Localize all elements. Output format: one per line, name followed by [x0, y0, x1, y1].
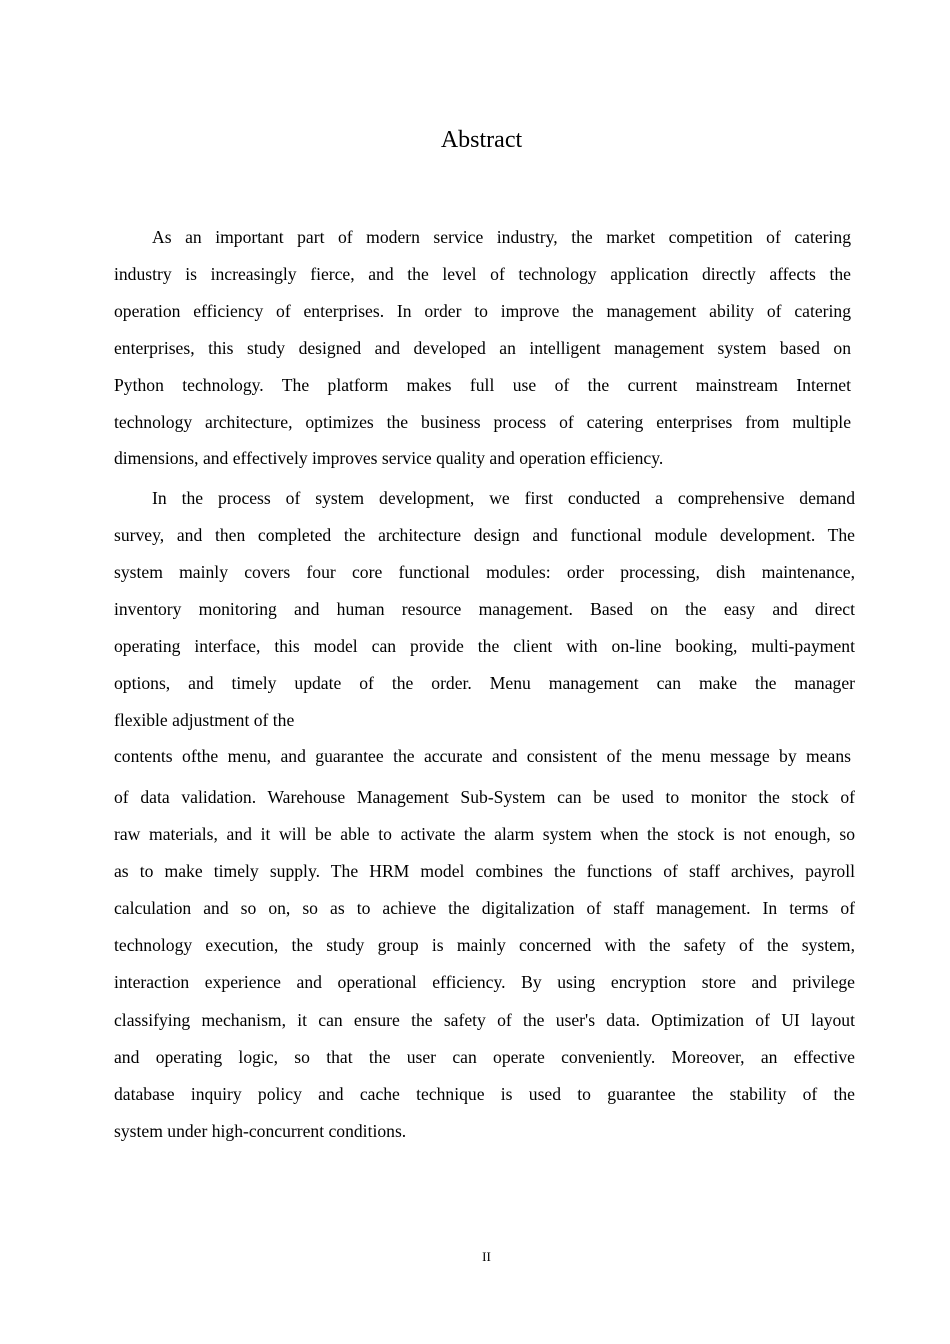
text-line: operating interface, this model can provide the client with on-line booking, multi-payment [114, 636, 855, 656]
text-line: dimensions, and effectively improves service quality and operation efficiency. [114, 448, 664, 468]
text-line: technology architecture, optimizes the business process of catering enterprises from multiple [114, 412, 851, 432]
text-line: and operating logic, so that the user can operate conveniently. Moreover, an effective [114, 1047, 855, 1067]
text-line: options, and timely update of the order. Menu management can make the manager [114, 673, 855, 693]
text-line: classifying mechanism, it can ensure the safety of the user's data. Optimization of UI layout [114, 1010, 855, 1030]
text-line: industry is increasingly fierce, and the level of technology application directly affects the [114, 264, 851, 284]
text-line: As an important part of modern service industry, the market competition of catering [152, 227, 851, 247]
text-line: survey, and then completed the architecture design and functional module development. The [114, 525, 855, 545]
text-line: system mainly covers four core functional modules: order processing, dish maintenance, [114, 562, 855, 582]
text-line: In the process of system development, we first conducted a comprehensive demand [152, 488, 855, 508]
text-line: operation efficiency of enterprises. In order to improve the management ability of catering [114, 301, 851, 321]
text-line: interaction experience and operational efficiency. By using encryption store and privilege [114, 972, 855, 992]
text-line: of data validation. Warehouse Management Sub-System can be used to monitor the stock of [114, 787, 855, 807]
page-number: II [482, 1249, 491, 1264]
text-line: Python technology. The platform makes full use of the current mainstream Internet [114, 375, 851, 395]
text-line: flexible adjustment of the [114, 710, 295, 730]
abstract-title: Abstract [440, 127, 523, 153]
text-line: inventory monitoring and human resource management. Based on the easy and direct [114, 599, 855, 619]
text-line: enterprises, this study designed and developed an intelligent management system based on [114, 338, 851, 358]
text-line: raw materials, and it will be able to activate the alarm system when the stock is not enough, so [114, 824, 855, 844]
text-line: system under high-concurrent conditions. [114, 1121, 407, 1141]
text-line: as to make timely supply. The HRM model combines the functions of staff archives, payroll [114, 861, 855, 881]
text-line: calculation and so on, so as to achieve the digitalization of staff management. In terms of [114, 898, 855, 918]
text-line: database inquiry policy and cache technique is used to guarantee the stability of the [114, 1084, 855, 1104]
text-line: technology execution, the study group is mainly concerned with the safety of the system, [114, 935, 855, 955]
text-line: contents ofthe menu, and guarantee the accurate and consistent of the menu message by means [114, 746, 851, 766]
